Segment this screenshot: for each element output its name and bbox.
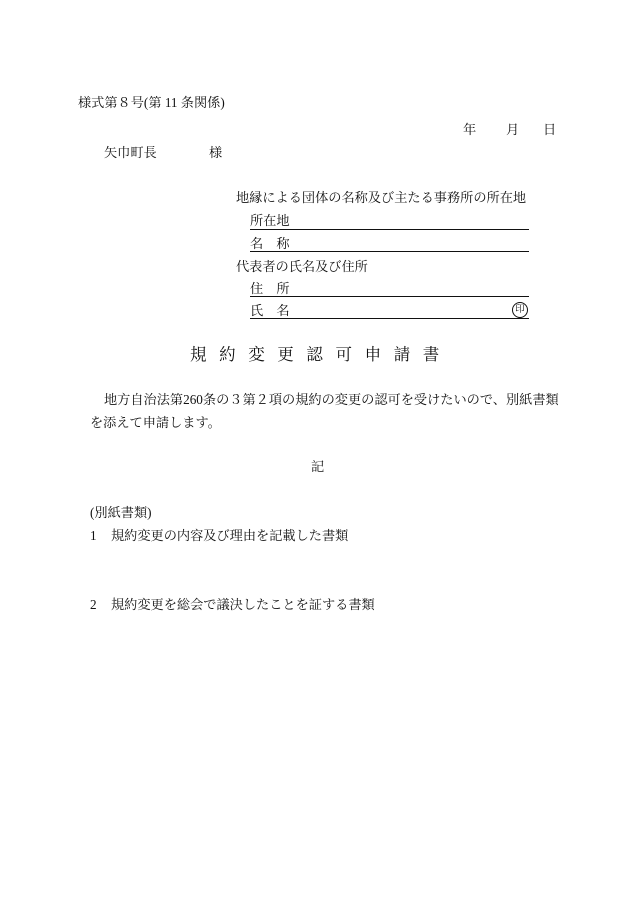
record-heading: 記 <box>311 459 325 474</box>
attachment-number: 2 <box>90 597 97 612</box>
org-address-line <box>250 229 529 230</box>
attachment-number: 1 <box>90 528 97 543</box>
representative-name-line <box>250 318 529 319</box>
org-name-label: 名 称 <box>250 236 290 251</box>
representative-address-label: 住 所 <box>250 281 290 296</box>
form-number: 様式第８号(第 11 条関係) <box>78 95 225 110</box>
org-name-line <box>250 251 529 252</box>
representative-name-label: 氏 名 <box>250 303 290 318</box>
date-day-label: 日 <box>543 122 557 137</box>
document-title: 規約変更認可申請書 <box>190 345 452 364</box>
date-month-label: 月 <box>506 122 520 137</box>
representative-address-line <box>250 296 529 297</box>
addressee-honorific: 様 <box>209 145 223 160</box>
body-line-2: を添えて申請します。 <box>90 415 221 430</box>
org-address-label: 所在地 <box>250 213 290 228</box>
representative-heading: 代表者の氏名及び住所 <box>236 259 368 274</box>
attachment-text: 規約変更を総会で議決したことを証する書類 <box>111 597 375 612</box>
addressee-name: 矢巾町長 <box>104 145 157 160</box>
seal-mark-icon: 印 <box>512 302 528 318</box>
attachments-heading: (別紙書類) <box>90 505 152 520</box>
date-year-label: 年 <box>463 122 477 137</box>
attachment-text: 規約変更の内容及び理由を記載した書類 <box>111 528 349 543</box>
body-line-1: 地方自治法第260条の３第２項の規約の変更の認可を受けたいので、別紙書類 <box>104 392 559 407</box>
org-heading: 地縁による団体の名称及び主たる事務所の所在地 <box>236 190 527 205</box>
